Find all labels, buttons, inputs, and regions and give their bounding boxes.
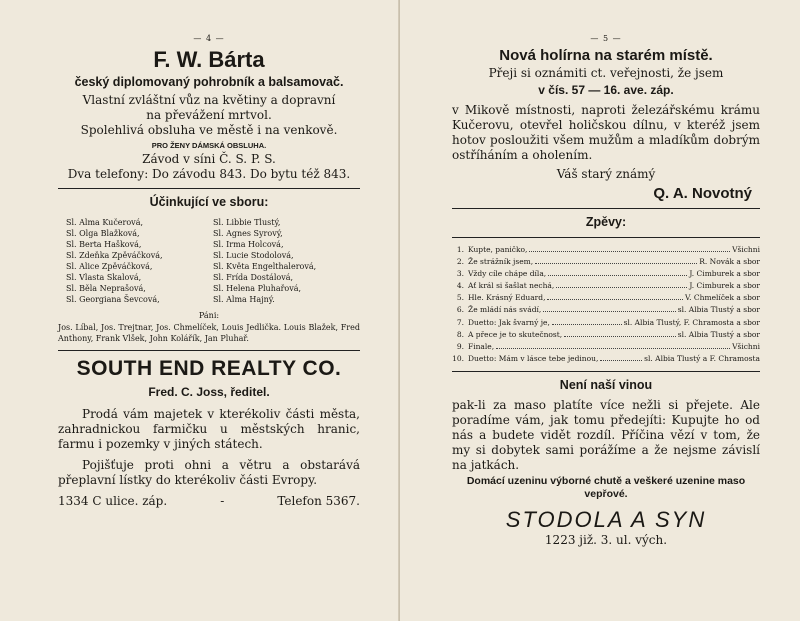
realty-ad xyxy=(58,357,360,508)
realty-phone: Telefon 5367. xyxy=(277,494,360,508)
cast-title: Účinkující ve sboru: xyxy=(149,195,269,209)
song-performer: sl. Albia Tlustý a sbor xyxy=(677,329,760,339)
divider xyxy=(58,188,360,189)
song-performer: sl. Albia Tlustý a sbor xyxy=(677,305,760,315)
realty-footer xyxy=(58,494,360,508)
barta-ad xyxy=(58,47,360,182)
song-title: Že strážník jsem, xyxy=(468,257,534,267)
song-title: A přece je to skutečnost, xyxy=(468,329,563,339)
divider xyxy=(452,208,760,209)
song-performer: sl. Albia Tlustý a F. Chramosta xyxy=(644,353,760,363)
barber-name: Q. A. Novotný xyxy=(653,185,752,202)
realty-subtitle: Fred. C. Joss, ředitel. xyxy=(148,385,270,399)
dot-leader xyxy=(548,275,687,276)
cast-member: Sl. Vlasta Skalová, xyxy=(66,273,142,282)
song-row xyxy=(452,256,760,268)
butcher-paragraph: pak-li za maso platíte více nežli si přejete. Ale poradíme vám, jak tomu předejíti: Kupujte ho od nás a budete vidět rozdíl. Příčina vězí v tom, že my si dobytek sami porážíme a že nejsme závislí na jatkách. xyxy=(452,397,760,472)
song-row xyxy=(452,304,760,316)
gentlemen-list: Jos. Líbal, Jos. Trejtnar, Jos. Chmelíček, Louis Jedlička. Louis Blažek, Fred Anthony, Frank Vlšek, John Kolářík, Jan Pluhař. xyxy=(58,323,360,343)
song-row xyxy=(452,280,760,292)
song-row xyxy=(452,329,760,341)
song-row xyxy=(452,292,760,304)
page-number: — 5 — xyxy=(590,34,622,43)
barber-title: Nová holírna na starém místě. xyxy=(499,47,713,64)
divider xyxy=(58,350,360,351)
song-number: 9. xyxy=(456,341,464,351)
dot-leader xyxy=(543,311,676,312)
cast-member: Sl. Zdeňka Zpěváčková, xyxy=(66,251,163,260)
cast-member: Sl. Alma Kučerová, xyxy=(66,218,143,227)
songs-title: Zpěvy: xyxy=(585,215,627,229)
barber-paragraph: v Mikově místnosti, naproti železářskému krámu Kučerovu, otevřel holičskou dílnu, v kteréž jsem hotov posloužiti všem mužům a mladíkům dobrým ostříháním a oholením. xyxy=(452,103,760,162)
barber-ad xyxy=(452,47,760,202)
song-number: 7. xyxy=(456,317,464,327)
cast-member: Sl. Berta Hašková, xyxy=(66,240,142,249)
barta-title: F. W. Bárta xyxy=(153,47,265,72)
realty-dash: - xyxy=(220,494,225,508)
song-row xyxy=(452,353,760,365)
song-row xyxy=(452,341,760,353)
barta-line: Závod v síni Č. S. P. S. xyxy=(142,152,276,166)
song-number: 8. xyxy=(456,329,464,339)
songs-section xyxy=(452,215,760,365)
song-performer: J. Cimburek a sbor xyxy=(689,269,760,279)
realty-paragraph: Pojišťuje proti ohni a větru a obstarává přeplavní lístky do kterékoliv části Evropy. xyxy=(58,458,360,487)
song-title: Hle. Krásný Eduard, xyxy=(468,293,546,303)
song-performer: V. Chmelíček a sbor xyxy=(685,293,760,303)
cast-member: Sl. Libbie Tlustý, xyxy=(213,218,281,227)
song-title: Finale, xyxy=(468,341,495,351)
butcher-highlight: Domácí uzeninu výborné chutě a veškeré uzenine maso vepřové. xyxy=(466,474,746,500)
cast-member: Sl. Alice Zpěváčková, xyxy=(66,262,153,271)
cast-member: Sl. Olga Blažková, xyxy=(66,229,140,238)
dot-leader xyxy=(552,324,622,325)
song-title: Duetto: Jak švarný je, xyxy=(468,317,550,327)
song-performer: Všichni xyxy=(732,245,760,254)
dot-leader xyxy=(564,336,676,337)
song-row xyxy=(452,317,760,329)
songs-list xyxy=(452,244,760,365)
song-title: Že mládí nás svádí, xyxy=(468,305,542,315)
butcher-company: STODOLA A SYN xyxy=(505,506,707,532)
cast-member: Sl. Květa Engelthalerová, xyxy=(213,262,317,271)
song-number: 3. xyxy=(456,269,464,279)
dot-leader xyxy=(496,348,730,349)
cast-col-2 xyxy=(213,217,360,305)
barta-subtitle: český diplomovaný pohrobník a balsamovač. xyxy=(74,75,344,89)
page-right xyxy=(400,0,800,621)
divider xyxy=(452,371,760,372)
dot-leader xyxy=(535,263,697,264)
cast-member: Sl. Frída Dostálová, xyxy=(213,273,294,282)
song-performer: J. Cimburek a sbor xyxy=(689,281,760,291)
cast-member: Sl. Běla Neprašová, xyxy=(66,284,146,293)
barta-line: na převážení mrtvol. xyxy=(146,108,272,122)
song-title: Duetto: Mám v lásce tebe jedinou, xyxy=(468,353,599,363)
cast-col-1 xyxy=(66,217,213,305)
barta-phones: Dva telefony: Do závodu 843. Do bytu též 843. xyxy=(67,167,351,181)
divider xyxy=(452,237,760,238)
song-number: 10. xyxy=(452,353,464,363)
song-number: 6. xyxy=(456,305,464,315)
butcher-address: 1223 již. 3. ul. vých. xyxy=(544,532,668,547)
realty-address: 1334 C ulice. záp. xyxy=(58,494,168,508)
song-title: Vždy cíle chápe díla, xyxy=(468,269,547,279)
song-performer: Všichni xyxy=(732,341,760,351)
song-title: Kupte, paničko, xyxy=(468,245,528,254)
gentlemen-title: Páni: xyxy=(198,311,220,320)
realty-title: SOUTH END REALTY CO. xyxy=(76,357,342,380)
butcher-ad xyxy=(452,378,760,547)
butcher-title: Není naší vinou xyxy=(559,377,653,392)
cast-member: Sl. Georgiana Ševcová, xyxy=(66,295,160,304)
barta-line: PRO ŽENY DÁMSKÁ OBSLUHA. xyxy=(151,141,267,150)
cast-member: Sl. Lucie Stodolová, xyxy=(213,251,294,260)
barber-sign-off: Váš starý známý xyxy=(556,167,656,181)
cast-member: Sl. Agnes Syrový, xyxy=(213,229,283,238)
song-performer: R. Novák a sbor xyxy=(699,257,760,267)
dot-leader xyxy=(600,360,642,361)
cast-member: Sl. Alma Hajný. xyxy=(213,295,275,304)
song-performer: sl. Albia Tlustý, F. Chramosta a sbor xyxy=(623,317,760,327)
dot-leader xyxy=(547,299,683,300)
song-number: 2. xyxy=(456,257,464,267)
cast-section xyxy=(58,195,360,344)
cast-member: Sl. Helena Pluhařová, xyxy=(213,284,302,293)
dot-leader xyxy=(556,287,687,288)
page-number: — 4 — xyxy=(193,34,225,43)
song-row xyxy=(452,268,760,280)
song-number: 1. xyxy=(456,245,464,254)
dot-leader xyxy=(529,251,730,252)
barber-address: v čís. 57 — 16. ave. záp. xyxy=(538,83,674,97)
barta-line: Spolehlivá obsluha ve městě i na venkově. xyxy=(80,123,338,137)
song-number: 5. xyxy=(456,293,464,303)
barber-intro: Přeji si oznámiti ct. veřejnosti, že jsem xyxy=(488,66,724,80)
song-title: Ať král si šašlat nechá, xyxy=(468,281,555,291)
song-row xyxy=(452,244,760,256)
barta-line: Vlastní zvláštní vůz na květiny a dopravní xyxy=(82,93,336,107)
cast-member: Sl. Irma Holcová, xyxy=(213,240,284,249)
realty-paragraph: Prodá vám majetek v kterékoliv části města, zahradnickou farmičku u městských hranic, farmu i pozemky v jiných státech. xyxy=(58,407,360,451)
cast-columns xyxy=(66,217,360,305)
song-number: 4. xyxy=(456,281,464,291)
